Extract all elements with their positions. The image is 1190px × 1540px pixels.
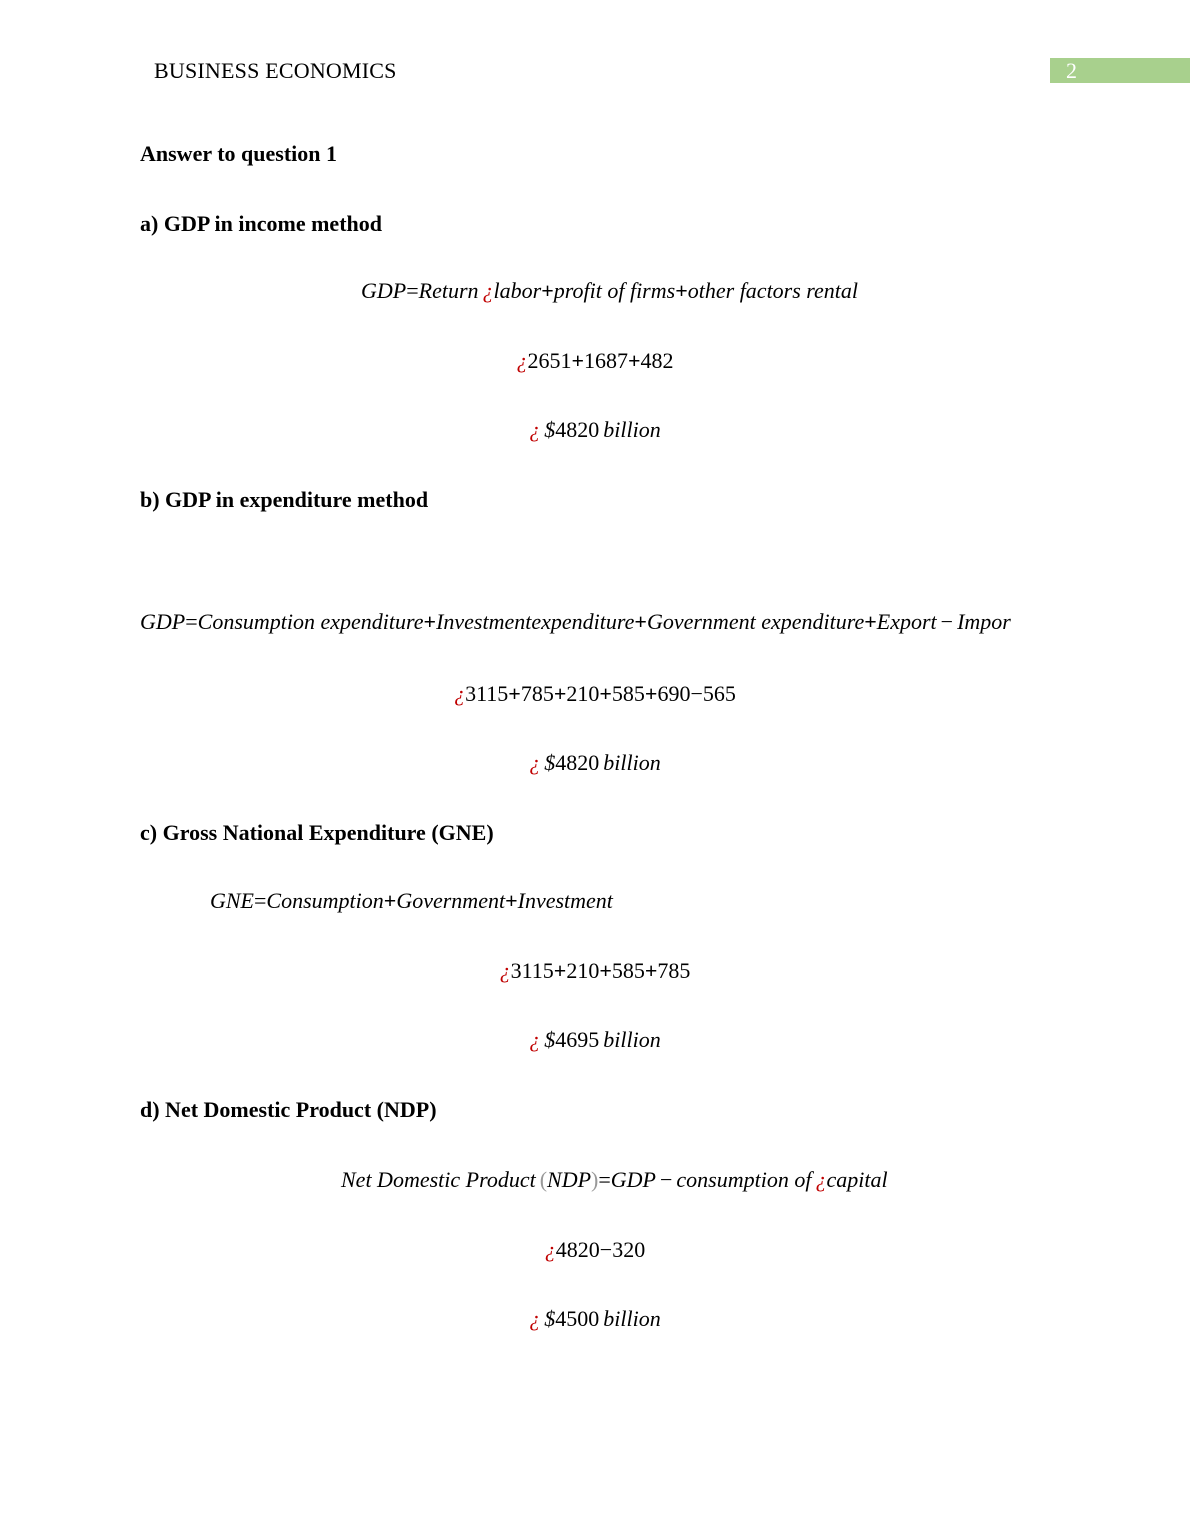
section-d-formula: Net Domestic Product (NDP)=GDP − consumption of ¿capital bbox=[341, 1167, 888, 1192]
section-c-formula: GNE=Consumption+Government+Investment bbox=[210, 888, 613, 913]
page-number: 2 bbox=[1066, 58, 1077, 83]
section-c-result: ¿ $4695 billion bbox=[529, 1027, 661, 1052]
section-d-heading: d) Net Domestic Product (NDP) bbox=[140, 1097, 437, 1122]
section-a-result: ¿ $4820 billion bbox=[529, 417, 661, 442]
section-b-substitution: ¿3115+785+210+585+690−565 bbox=[454, 681, 736, 706]
section-b-heading: b) GDP in expenditure method bbox=[140, 487, 429, 512]
running-header: BUSINESS ECONOMICS bbox=[154, 58, 397, 83]
section-a-heading: a) GDP in income method bbox=[140, 211, 382, 236]
section-a-substitution: ¿2651+1687+482 bbox=[516, 348, 674, 373]
section-c-heading: c) Gross National Expenditure (GNE) bbox=[140, 820, 494, 845]
answer-heading: Answer to question 1 bbox=[140, 141, 338, 166]
section-d-result: ¿ $4500 billion bbox=[529, 1306, 661, 1331]
section-a-formula: GDP=Return ¿labor+profit of firms+other factors rental bbox=[361, 278, 859, 303]
section-c-substitution: ¿3115+210+585+785 bbox=[499, 958, 691, 983]
page-number-bar bbox=[1050, 58, 1190, 83]
section-d-substitution: ¿4820−320 bbox=[544, 1237, 646, 1262]
section-b-formula: GDP=Consumption expenditure+Investmentexpenditure+Government expenditure+Export − Impor bbox=[140, 609, 1011, 634]
section-b-result: ¿ $4820 billion bbox=[529, 750, 661, 775]
